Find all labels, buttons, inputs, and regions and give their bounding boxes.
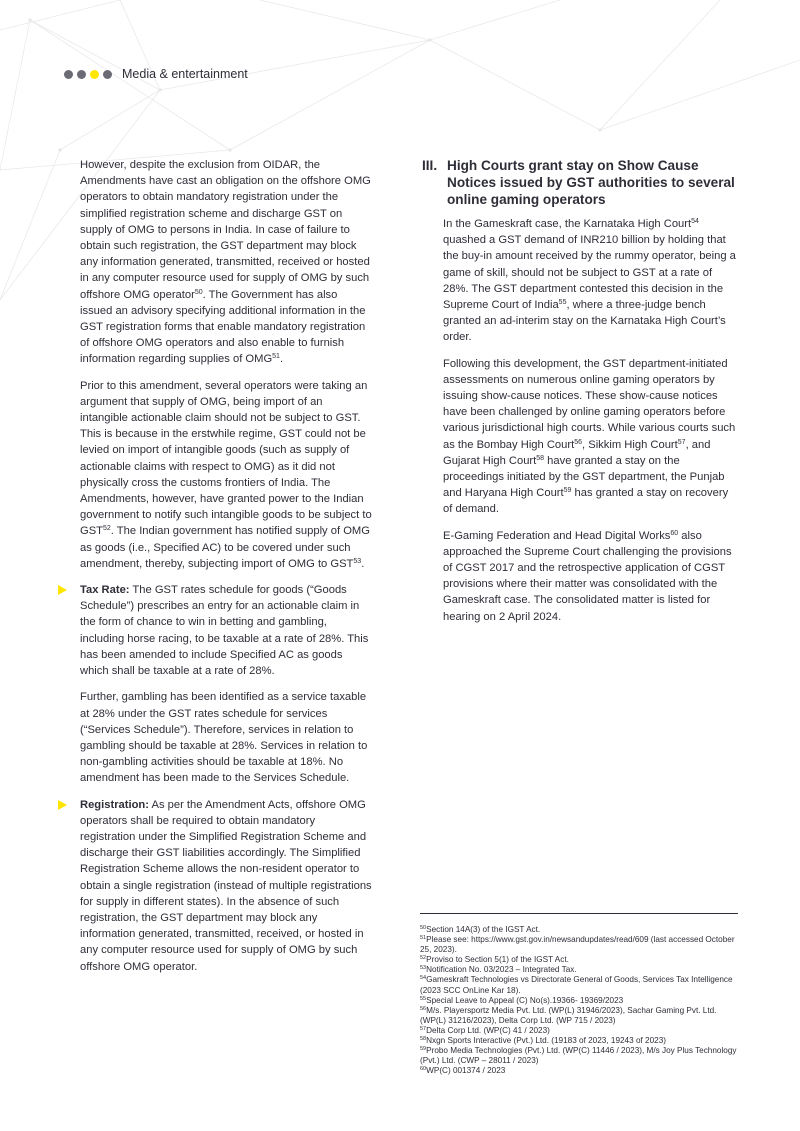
footnote-ref: 58: [536, 454, 545, 462]
footnote-ref: 59: [563, 487, 572, 495]
triangle-bullet-icon: [58, 800, 67, 810]
paragraph-egaming-federation: E-Gaming Federation and Head Digital Works$^{60}$ also approached the Supreme Court challenging the provisions of CGST 2017 and the retrospective application of CGST provisions where their matter was consolidated with the Gameskraft case. The consolidated matter is listed for hearing on 2 April 2024.: [443, 529, 732, 623]
heading-text: High Courts grant stay on Show Cause Notices issued by GST authorities to several online gaming operators: [447, 158, 735, 207]
footnote-ref: 52: [103, 525, 111, 533]
bullet-label: Registration:: [80, 798, 149, 811]
footnote: $^{54}$Gameskraft Technologies vs Directorate General of Goods, Services Tax Intelligence (2023 SCC OnLine Kar 18).: [420, 975, 733, 995]
paragraph-show-cause: Following this development, the GST department-initiated assessments on numerous online gaming operators by issuing show-cause notices. These show-cause notices have been challenged by online gaming operators before various jurisdictional high courts. While various courts such as the Bombay High Court$^{56}$, Sikkim High Court$^{57}$, and Gujarat High Court$^{58}$ have granted a stay on the proceedings initiated by the GST department, the Punjab and Haryana High Court$^{59}$ has granted a stay on recovery of demand.: [443, 357, 736, 516]
heading-number: III.: [422, 158, 438, 173]
paragraph-prior-amendment: Prior to this amendment, several operators were taking an argument that supply of OMG, being import of an intangible actionable claim should not be subject to GST. This is because in the erstwhile regime, GST could not be levied on import of intangible goods (such as supply of actionable claims with respect to OMG) as it did not physically cross the customs frontiers of India. The Amendments, however, have granted power to the Indian government to notify such intangible goods to be subject to GST$^{52}$. The Indian government has notified supply of OMG as goods (i.e., Specified AC) to be covered under such amendment, thereby, subjecting import of OMG to GST$^{53}$.: [80, 379, 372, 570]
footnote-ref: 57: [677, 438, 686, 446]
footnote: $^{58}$Nxgn Sports Interactive (Pvt.) Ltd. (19183 of 2023, 19243 of 2023): [420, 1036, 666, 1046]
footnote: $^{50}$Section 14A(3) of the IGST Act.: [420, 925, 541, 934]
footnote: $^{51}$Please see: https://www.gst.gov.in/newsandupdates/read/609 (last accessed October 25, 2023).: [420, 935, 735, 955]
footnote: $^{56}$M/s. Playersportz Media Pvt. Ltd. (WP(L) 31946/2023), Sachar Gaming Pvt. Ltd. (WP(L) 31216/2023), Delta Corp Ltd. (WP 715 / 2023): [420, 1005, 717, 1025]
left-column: [80, 157, 372, 985]
paragraph-services-schedule: Further, gambling has been identified as a service taxable at 28% under the GST rates schedule for services (“Services Schedule”). Therefore, services in relation to gambling should be taxable at 28%. Services in relation to non-gambling activities should be taxable at 18%. No amendment has been made to the Services Schedule.: [80, 691, 368, 785]
footnote: $^{59}$Probo Media Technologies (Pvt.) Ltd. (WP(C) 11446 / 2023), M/s Joy Plus Technology (Pvt.) Ltd. (CWP – 28011 / 2023): [420, 1046, 737, 1066]
section-heading: [422, 157, 740, 208]
section-label: Media & entertainment: [122, 67, 248, 81]
paragraph-gameskraft: In the Gameskraft case, the Karnataka High Court$^{54}$ quashed a GST demand of INR210 billion by holding that the buy-in amount received by the rummy operator, being a game of skill, should not be subject to GST at a rate of 28%. The GST department contested this decision in the Supreme Court of India$^{55}$, where a three-judge bench granted an ad-interim stay on the Karnataka High Court’s order.: [443, 218, 736, 344]
bullet-registration: Registration: As per the Amendment Acts, offshore OMG operators shall be required to obtain mandatory registration under the Simplified Registration Scheme and discharge their GST liabilities accordingly. The Simplified Registration Scheme allows the non-resident operator to obtain a single registration (instead of multiple registrations for supply in different states). In the absence of such registration, the GST department may block any information generated, transmitted, received, or hosted in any computer resource used for supply of OMG by such offshore OMG operator.: [80, 797, 372, 975]
paragraph-oidar-obligation: However, despite the exclusion from OIDAR, the Amendments have cast an obligation on the offshore OMG operators to obtain mandatory registration under the simplified registration scheme and discharge GST on supply of OMG to persons in India. In case of failure to obtain such registration, the GST department may block any information generated, transmitted, received or hosted in any computer resource used for supply of OMG by such offshore OMG operator$^{50}$. The Government has also issued an advisory specifying additional information in the GST registration forms that enable mandatory registration of offshore OMG operators and also enable to furnish information regarding supplies of OMG$^{51}$.: [80, 159, 371, 366]
bullet-label: Tax Rate:: [80, 584, 130, 597]
page-header: [64, 66, 248, 82]
bullet-tax-rate: Tax Rate: The GST rates schedule for goods (“Goods Schedule”) prescribes an entry for an actionable claim in the form of chance to win in betting and gambling, including horse racing, to be taxable at a rate of 28%. This has been amended to include Specified AC as goods which shall be taxable at a rate of 28%. Further, gambling has been identified as a service taxable at 28% under the GST rates schedule for services (“Services Schedule”). Therefore, services in relation to gambling should be taxable at 28%. Services in relation to non-gambling activities should be taxable at 18%. No amendment has been made to the Services Schedule.: [80, 582, 372, 786]
header-dot-2: [77, 70, 86, 79]
footnote-ref: 50: [194, 288, 203, 296]
footnote: $^{52}$Proviso to Section 5(1) of the IGST Act.: [420, 955, 569, 965]
footnote: $^{55}$Special Leave to Appeal (C) No(s).19366- 19369/2023: [420, 995, 624, 1005]
footnotes: [420, 913, 738, 1076]
footnote-ref: 55: [558, 299, 567, 307]
footnote-ref: 54: [691, 218, 699, 225]
footnote-ref: 56: [574, 438, 583, 446]
footnote: $^{60}$WP(C) 001374 / 2023: [420, 1066, 506, 1076]
header-dot-4: [103, 70, 112, 79]
footnote: $^{57}$Delta Corp Ltd. (WP(C) 41 / 2023): [420, 1025, 550, 1035]
footnote-ref: 51: [272, 353, 280, 361]
footnote: $^{53}$Notification No. 03/2023 – Integrated Tax.: [420, 965, 577, 975]
footnote-ref: 53: [353, 557, 362, 565]
header-dot-3: [90, 70, 99, 79]
header-dot-1: [64, 70, 73, 79]
triangle-bullet-icon: [58, 585, 67, 595]
right-column: [422, 157, 740, 635]
footnote-ref: 60: [670, 529, 679, 537]
